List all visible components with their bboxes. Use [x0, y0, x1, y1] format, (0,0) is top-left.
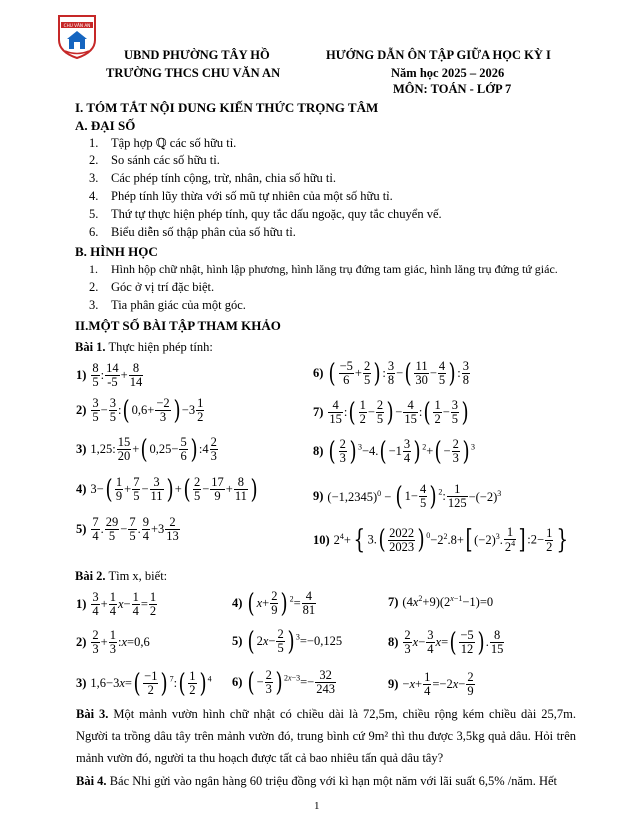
geometry-title: B. HÌNH HỌC [75, 244, 158, 259]
math-expression: 10) $2^4+${ 3.( $\frac{2022}{2023}$ ) $^0-2^2.8+$[ $(-2)^3$. $\frac{1}{2^4}$ ] :2− $\frac{1}{2}$ } [313, 525, 569, 556]
bai2-heading: Bài 2. Tìm x, biết: [75, 569, 168, 583]
header-left-line1: UBND PHƯỜNG TÂY HỒ [124, 48, 270, 62]
list-item: 6. Biểu diễn số thập phân của số hữu tỉ. [89, 225, 296, 239]
math-expression: 8) $\frac{2}{3}$ x− $\frac{3}{4}$ x=( $\frac{-5}{12}$ ) . $\frac{8}{15}$ [388, 627, 504, 658]
list-item: 3. Tia phân giác của một góc. [89, 298, 246, 312]
algebra-title: A. ĐẠI SỐ [75, 118, 136, 133]
math-expression: 2) $\frac{3}{5}$ − $\frac{3}{5}$ :( 0,6+ $\frac{-2}{3}$ ) −3 $\frac{1}{2}$ [76, 395, 204, 426]
math-expression: 1) $\frac{8}{5}$ : $\frac{14}{-5}$ + $\frac{8}{14}$ [76, 361, 143, 390]
math-expression: 5) ( 2x− $\frac{2}{5}$ ) $^3$=−0,125 [232, 626, 343, 657]
math-expression: 7) $(4x^2+9)(2^{x-1}-1)=0$ [388, 594, 494, 610]
page-number: 1 [314, 800, 320, 812]
math-expression: 9) $(-1,2345)^0$ − ( 1− $\frac{4}{5}$ ) $^2$: $\frac{1}{125}$ $-(-2)^3$ [313, 481, 502, 512]
header-right-line2: Năm học 2025 – 2026 [391, 66, 505, 80]
list-item: 1. Hình hộp chữ nhật, hình lập phương, hình lăng trụ đứng tam giác, hình lăng trụ đứng tứ giác. [89, 262, 558, 276]
list-item: 5. Thứ tự thực hiện phép tính, quy tắc dấu ngoặc, quy tắc chuyển vế. [89, 207, 442, 221]
math-expression: 6) ( − $\frac{2}{3}$ ) $^{2x-3}$=− $\frac{32}{243}$ [232, 667, 335, 698]
list-item: 2. Góc ở vị trí đặc biệt. [89, 280, 215, 294]
math-expression: 2) $\frac{2}{3}$ + $\frac{1}{3}$ :x=0,6 [76, 628, 150, 657]
list-item: 2. So sánh các số hữu tỉ. [89, 153, 220, 167]
bai4-paragraph: Bài 4. Bác Nhi gửi vào ngân hàng 60 triệu đồng với kì hạn một năm với lãi suất 6,5% /năm. Hết [76, 774, 558, 788]
part2-title: II.MỘT SỐ BÀI TẬP THAM KHẢO [75, 318, 281, 333]
math-expression: 8) ( $\frac{2}{3}$ ) $^3$−4.( −1 $\frac{3}{4}$ ) $^2$+( − $\frac{2}{3}$ ) $^3$ [313, 436, 475, 467]
list-item: 3. Các phép tính cộng, trừ, nhân, chia số hữu tỉ. [89, 171, 336, 185]
math-expression: 5) $\frac{7}{4}$ . $\frac{29}{5}$ − $\frac{7}{5}$ . $\frac{9}{4}$ +3 $\frac{2}{13}$ [76, 515, 179, 544]
math-expression: 4) 3−( $\frac{1}{9}$ + $\frac{7}{5}$ − $\frac{3}{11}$ ) +( $\frac{2}{5}$ − $\frac{17}{9}$ + $\frac{8}{11}$ ) [76, 474, 258, 505]
math-expression: 6) ( $\frac{-5}{6}$ + $\frac{2}{5}$ ) : $\frac{3}{8}$ −( $\frac{11}{30}$ − $\frac{4}{5}$ ) : $\frac{3}{8}$ [313, 358, 470, 389]
header-right-line3: MÔN: TOÁN - LỚP 7 [393, 82, 512, 96]
math-expression: 3) 1,6−3x=( $\frac{-1}{2}$ ) $^7$:( $\frac{1}{2}$ ) $^4$ [76, 668, 212, 699]
bai1-heading: Bài 1. Thực hiện phép tính: [75, 340, 213, 354]
math-expression: 3) 1,25: $\frac{15}{20}$ +( 0,25− $\frac{5}{6}$ ) :4 $\frac{2}{3}$ [76, 434, 217, 465]
math-expression: 9) −x+ $\frac{1}{4}$ =−2x− $\frac{2}{9}$ [388, 670, 474, 699]
header-right-line1: HƯỚNG DẪN ÔN TẬP GIỮA HỌC KỲ I [326, 48, 551, 62]
list-item: 4. Phép tính lũy thừa với số mũ tự nhiên của một số hữu tỉ. [89, 189, 393, 203]
part1-title: I. TÓM TẮT NỘI DUNG KIẾN THỨC TRỌNG TÂM [75, 100, 379, 115]
list-item: 1. Tập hợp ℚ các số hữu tỉ. [89, 136, 237, 150]
logo-text: CHU VĂN AN [63, 23, 91, 28]
school-logo [55, 12, 99, 60]
math-expression: 1) $\frac{3}{4}$ + $\frac{1}{4}$ x− $\frac{1}{4}$ = $\frac{1}{2}$ [76, 590, 157, 619]
math-expression: 7) $\frac{4}{15}$ :( $\frac{1}{2}$ − $\frac{2}{5}$ ) − $\frac{4}{15}$ :( $\frac{1}{2}$ − $\frac{3}{5}$ ) [313, 397, 469, 428]
bai3-paragraph: Bài 3. Một mảnh vườn hình chữ nhật có chiều dài là 72,5m, chiều rộng kém chiều dài 25,7m. Người ta trồng dâu tây trên mảnh vườn đó, trung bình cứ 9m² thì thu được 3,5kg quả dâu. Hỏi trên mảnh vườn đó, người ta thu hoạch được tất cả bao nhiêu tấn quả dâu tây? [76, 707, 577, 765]
math-expression: 4) ( x+ $\frac{2}{9}$ ) $^2$= $\frac{4}{81}$ [232, 588, 316, 619]
header-left-line2: TRƯỜNG THCS CHU VĂN AN [106, 66, 281, 80]
